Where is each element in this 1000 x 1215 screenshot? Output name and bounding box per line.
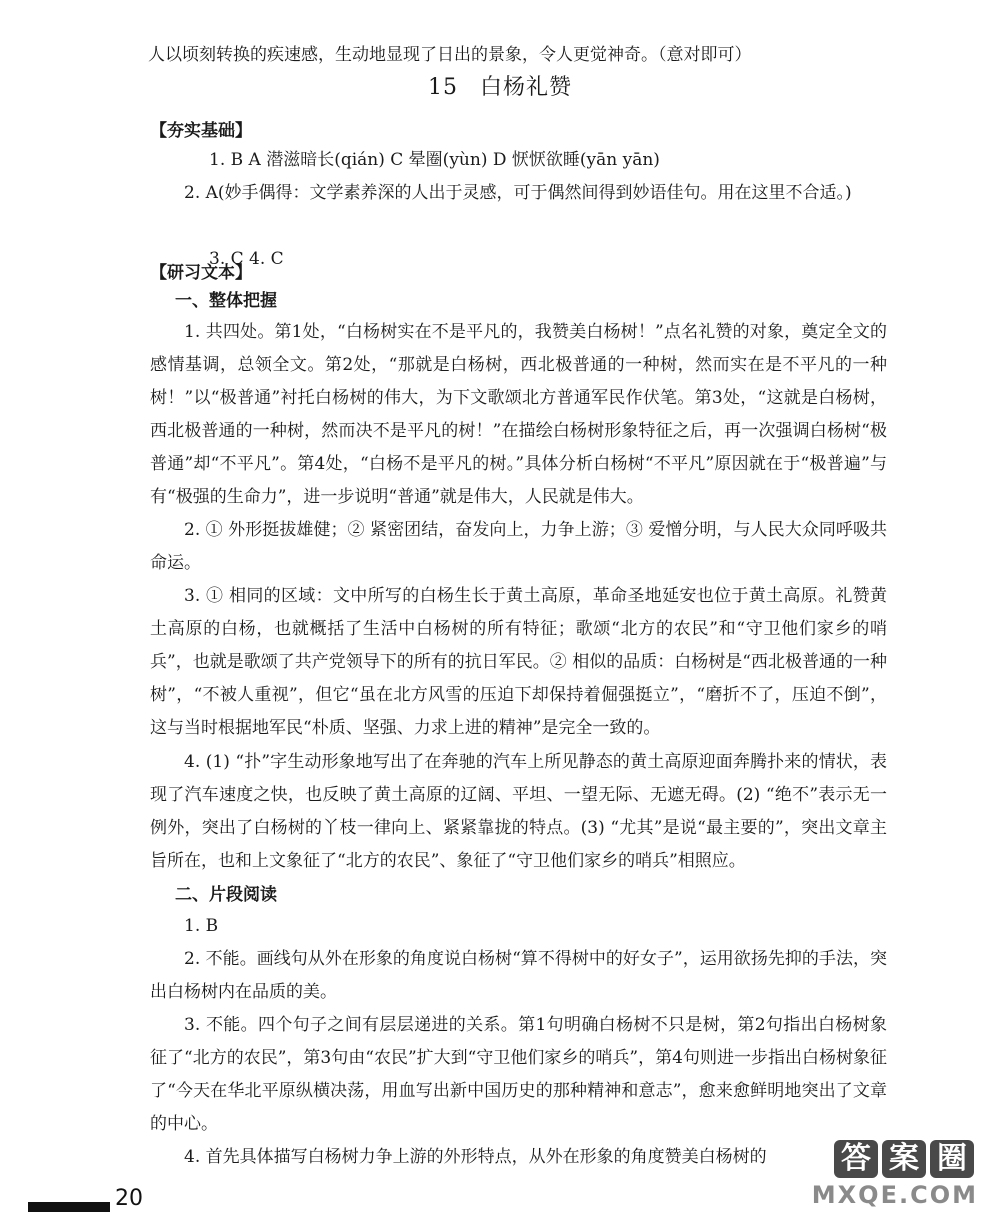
carry-over-line: 人以顷刻转换的疾速感，生动地显现了日出的景象，令人更觉神奇。（意对即可） — [148, 45, 752, 65]
overall-answer-4: 4. (1) “扑”字生动形象地写出了在奔驰的汽车上所见静态的黄土高原迎面奔腾扑来的情状，表现了汽车速度之快，也反映了黄土高原的辽阔、平坦、一望无际、无遮无碍。(2) “绝不”表示无一例外，突出了白杨树的丫枝一律向上、紧紧靠拢的特点。(3) “尤其”是说“最主要的”，突出文章主旨所在，也和上文象征了“北方的农民”、象征了“守卫他们家乡的哨兵”相照应。 — [150, 752, 887, 871]
foundation-item-1: 1. B A 潜滋暗长(qián) C 晕圈(yùn) D 恹恹欲睡(yān yān) — [209, 150, 660, 170]
foundation-item-3: 3. C 4. C — [209, 249, 284, 269]
section-heading-foundation: 【夯实基础】 — [150, 121, 252, 141]
watermark-char: 答 — [834, 1140, 878, 1178]
overall-answer-3: 3. ① 相同的区域：文中所写的白杨生长于黄土高原，革命圣地延安也位于黄土高原。礼赞黄土高原的白杨，也就概括了生活中白杨树的所有特征；歌颂“北方的农民”和“守卫他们家乡的哨兵”，也就是歌颂了共产党领导下的所有的抗日军民。② 相似的品质：白杨树是“西北极普通的一种树”，“不被人重视”，但它“虽在北方风雪的压迫下却保持着倔强挺立”，“磨折不了，压迫不倒”，这与当时根据地军民“朴质、坚强、力求上进的精神”是完全一致的。 — [150, 586, 887, 738]
page-number: 20 — [115, 1186, 143, 1211]
watermark-site: MXQE.COM — [811, 1181, 978, 1209]
excerpt-answer-1: 1. B — [184, 916, 219, 936]
excerpt-answer-4: 4. 首先具体描写白杨树力争上游的外形特点，从外在形象的角度赞美白杨树的 — [184, 1147, 767, 1167]
watermark-char: 案 — [882, 1140, 926, 1178]
overall-answer-2: 2. ① 外形挺拔雄健；② 紧密团结，奋发向上，力争上游；③ 爱憎分明，与人民大众同呼吸共命运。 — [150, 520, 887, 573]
section-heading-study-text: 【研习文本】 — [150, 263, 252, 283]
watermark-char: 圈 — [930, 1140, 974, 1178]
lesson-name: 白杨礼赞 — [479, 75, 572, 100]
footer-bar — [28, 1202, 110, 1212]
excerpt-answer-2: 2. 不能。画线句从外在形象的角度说白杨树“算不得树中的好女子”，运用欲扬先抑的手法，突出白杨树内在品质的美。 — [150, 949, 887, 1002]
subsection-heading-excerpt: 二、片段阅读 — [175, 885, 277, 905]
overall-answer-1: 1. 共四处。第1处，“白杨树实在不是平凡的，我赞美白杨树！”点名礼赞的对象，奠定全文的感情基调，总领全文。第2处，“那就是白杨树，西北极普通的一种树，然而实在是不平凡的一种树！”以“极普通”衬托白杨树的伟大，为下文歌颂北方普通军民作伏笔。第3处，“这就是白杨树，西北极普通的一种树，然而决不是平凡的树！”在描绘白杨树形象特征之后，再一次强调白杨树“极普通”却“不平凡”。第4处，“白杨不是平凡的树。”具体分析白杨树“不平凡”原因就在于“极普遍”与有“极强的生命力”，进一步说明“普通”就是伟大，人民就是伟大。 — [150, 322, 887, 507]
watermark-logo — [826, 1137, 982, 1181]
lesson-number: 15 — [427, 75, 458, 100]
lesson-title — [0, 70, 1000, 101]
foundation-item-2: 2. A(妙手偶得：文学素养深的人出于灵感，可于偶然间得到妙语佳句。用在这里不合适。) — [184, 183, 852, 203]
subsection-heading-overall: 一、整体把握 — [175, 291, 277, 311]
excerpt-answer-3: 3. 不能。四个句子之间有层层递进的关系。第1句明确白杨树不只是树，第2句指出白杨树象征了“北方的农民”，第3句由“农民”扩大到“守卫他们家乡的哨兵”，第4句则进一步指出白杨树象征了“今天在华北平原纵横决荡，用血写出新中国历史的那种精神和意志”，愈来愈鲜明地突出了文章的中心。 — [150, 1015, 887, 1134]
